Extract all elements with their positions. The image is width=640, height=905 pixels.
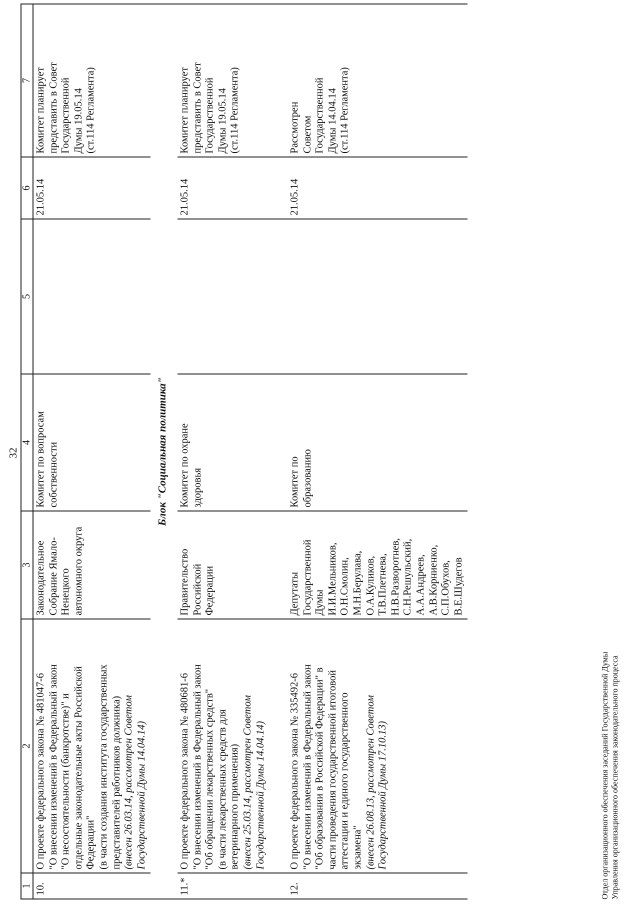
bill-note: (внесен 25.03.14, рассмотрен Советом [241,694,253,869]
responsible-committee: Комитет по вопросам собственности [33,374,151,511]
footer-line: Управления организационного обеспечения законодательного процесса [609,654,619,899]
date-cell: 21.05.14 [33,157,151,219]
page-number: 32 [7,447,19,458]
bill-note: Государственной Думы 17.10.13) [377,720,389,869]
date-cell: 21.05.14 [287,157,467,219]
status-cell: Рассмотрен Советом Государственной Думы 14.04.14 (ст.114 Регламента) [287,4,467,157]
status-cell: Комитет планирует представить в Совет Государственной Думы 19.05.14 (ст.114 Регламента) [33,4,151,157]
column-header: 4 [21,374,33,511]
bill-note: (внесен 26.08.13, рассмотрен Советом [364,694,376,869]
status-cell: Комитет планирует представить в Совет Государственной Думы 19.05.14 (ст.114 Регламента) [177,4,269,157]
block-heading-row [150,4,177,899]
bill-initiator: Законодательное Собрание Ямало- Ненецкого автономного округа [33,511,151,619]
column-header: 7 [21,4,33,157]
legislation-table [20,3,467,899]
bill-initiator: Правительство Российской Федерации [177,511,269,619]
bill-note: Государственной Думы 14.04.14) [135,720,147,869]
bill-description: О проекте федерального закона № 480681-6 "О внесении изменений в Федеральный закон "Об обращении лекарственных средств" (в части лекарственных средств для ветеринарного применения) (внесен 25.03.14, рассмотрен Советом Государственной Думы 14.04.14) [177,619,269,873]
column-5-cell [33,219,151,374]
responsible-committee: Комитет по охране здоровья [177,374,269,511]
bill-initiator: Депутаты Государственной Думы И.И.Мельников, О.Н.Смолин, М.Н.Берулава, О.А.Куликов, Т.В.Плетнева, Н.В.Разворотнев, С.Н.Решульский, А.А.Андреев, А.В.Корниенко, С.П.Обухов, В.Е.Шудегов [287,511,467,619]
column-5-cell [287,219,467,374]
column-header: 2 [21,619,33,873]
bill-note: Государственной Думы 14.04.14) [254,720,266,869]
column-5-cell [177,219,269,374]
table-row [33,4,151,899]
column-header: 6 [21,157,33,219]
bill-note: (внесен 26.03.14, рассмотрен Советом [123,694,135,869]
block-title: Блок "Социальная политика" [150,4,177,899]
column-header: 3 [21,511,33,619]
table-row [177,4,269,899]
column-header: 5 [21,219,33,374]
column-header: 1 [21,873,33,899]
row-number: 12. [287,873,467,899]
row-number: 10. [33,873,151,899]
header-row [21,4,33,899]
bill-description: О проекте федерального закона № 335492-6 "О внесении изменений в Федеральный закон "Об образовании в Российской Федерации" в части проведения государственной итоговой аттестации и единого государственного экзамена" (внесен 26.08.13, рассмотрен Советом Государственной Думы 17.10.13) [287,619,467,873]
bill-description: О проекте федерального закона № 481047-6 "О внесении изменений в Федеральный закон "О несостоятельности (банкротстве)" и отдельные законодательные акты Российской Федерации" (в части создания института государственных представителей работников должника) (внесен 26.03.14, рассмотрен Советом Государственной Думы 14.04.14) [33,619,151,873]
date-cell: 21.05.14 [177,157,269,219]
footer [600,651,619,899]
table-row [287,4,467,899]
row-spacer [269,4,287,899]
responsible-committee: Комитет по образованию [287,374,467,511]
row-number: 11.* [177,873,269,899]
footer-line: Отдел организационного обеспечения заседаний Государственной Думы [600,651,609,899]
